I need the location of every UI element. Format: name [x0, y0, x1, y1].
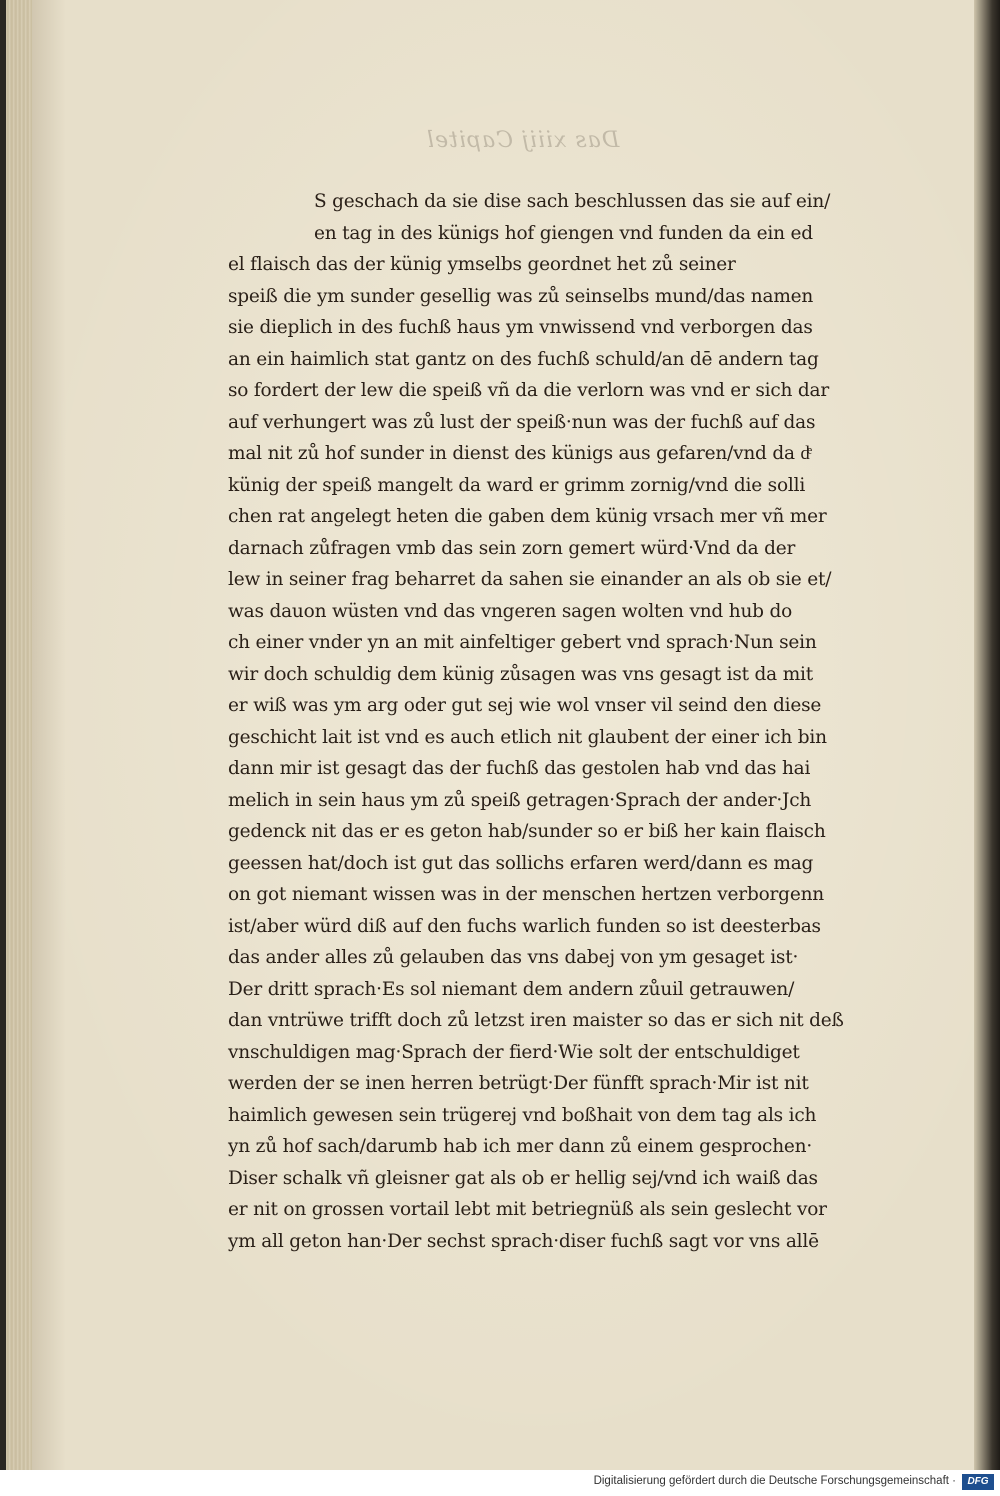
text-line: ist/aber würd diß auf den fuchs warlich funden so ist deesterbas	[228, 915, 821, 937]
text-line: das ander alles zů gelauben das vns dabej von ym gesaget ist·	[228, 947, 799, 968]
text-line: was dauon wüsten vnd das vngeren sagen wolten vnd hub do	[228, 600, 793, 622]
binding-shadow-right	[974, 0, 1000, 1470]
running-head-showthrough: Das xiiij Capitel	[426, 128, 620, 153]
text-line: dann mir ist gesagt das der fuchß das gestolen hab vnd das hai	[228, 758, 811, 779]
text-line: werden der se inen herren betrügt·Der fünfft sprach·Mir ist nit	[228, 1073, 809, 1094]
dfg-logo-icon: DFG	[962, 1474, 994, 1490]
text-line: künig der speiß mangelt da ward er grimm zornig/vnd die solli	[228, 474, 806, 496]
text-line: geschicht lait ist vnd es auch etlich nit glaubent der einer ich bin	[228, 726, 827, 748]
text-line: wir doch schuldig dem künig zůsagen was vns gesagt ist da mit	[228, 663, 813, 685]
footer-bar	[0, 1470, 1000, 1496]
text-line: sie dieplich in des fuchß haus ym vnwissend vnd verborgen das	[228, 317, 813, 338]
funding-credit: Digitalisierung gefördert durch die Deutsche Forschungsgemeinschaft ·	[593, 1475, 956, 1487]
text-line: speiß die ym sunder gesellig was zů seinselbs mund/das namen	[228, 285, 814, 307]
text-line: el flaisch das der künig ymselbs geordnet het zů seiner	[228, 254, 736, 275]
text-line: Der dritt sprach·Es sol niemant dem andern zůuil getrauwen/	[228, 978, 795, 1000]
text-line: chen rat angelegt heten die gaben dem künig vrsach mer vñ mer	[228, 506, 827, 527]
text-line: darnach zůfragen vmb das sein zorn gemert würd·Vnd da der	[228, 537, 796, 559]
text-line: auf verhungert was zů lust der speiß·nun was der fuchß auf das	[228, 411, 816, 433]
text-line: Diser schalk vñ gleisner gat als ob er hellig sej/vnd ich waiß das	[228, 1167, 818, 1189]
text-line: er nit on grossen vortail lebt mit betriegnüß als sein geslecht vor	[228, 1199, 827, 1220]
text-line: ym all geton han·Der sechst sprach·diser fuchß sagt vor vns allē	[228, 1230, 819, 1252]
text-line: yn zů hof sach/darumb hab ich mer dann zů einem gesprochen·	[228, 1136, 813, 1157]
text-line: S geschach da sie dise sach beschlussen das sie auf ein/	[314, 191, 831, 212]
text-line: geessen hat/doch ist gut das sollichs erfaren werd/dann es mag	[228, 852, 814, 874]
text-line: en tag in des künigs hof giengen vnd funden da ein ed	[314, 222, 813, 244]
page-edges-left	[6, 0, 32, 1470]
text-line: an ein haimlich stat gantz on des fuchß schuld/an dē andern tag	[228, 348, 819, 370]
text-line: vnschuldigen mag·Sprach der fierd·Wie solt der entschuldiget	[228, 1041, 800, 1063]
text-line: so fordert der lew die speiß vñ da die verlorn was vnd er sich dar	[228, 380, 830, 401]
text-line: on got niemant wissen was in der menschen hertzen verborgenn	[228, 884, 824, 905]
text-block	[228, 186, 864, 1257]
text-line: mal nit zů hof sunder in dienst des künigs aus gefaren/vnd da dͤ	[228, 443, 810, 464]
text-line: gedenck nit das er es geton hab/sunder so er biß her kain flaisch	[228, 821, 826, 842]
text-line: lew in seiner frag beharret da sahen sie einander an als ob sie et/	[228, 569, 832, 590]
text-line: dan vntrüwe trifft doch zů letzst iren maister so das er sich nit deß	[228, 1010, 844, 1031]
text-line: haimlich gewesen sein trügerej vnd boßhait von dem tag als ich	[228, 1104, 817, 1126]
text-line: ch einer vnder yn an mit ainfeltiger gebert vnd sprach·Nun sein	[228, 632, 817, 653]
text-line: melich in sein haus ym zů speiß getragen·Sprach der ander·Jch	[228, 789, 812, 811]
text-line: er wiß was ym arg oder gut sej wie wol vnser vil seind den diese	[228, 695, 822, 716]
